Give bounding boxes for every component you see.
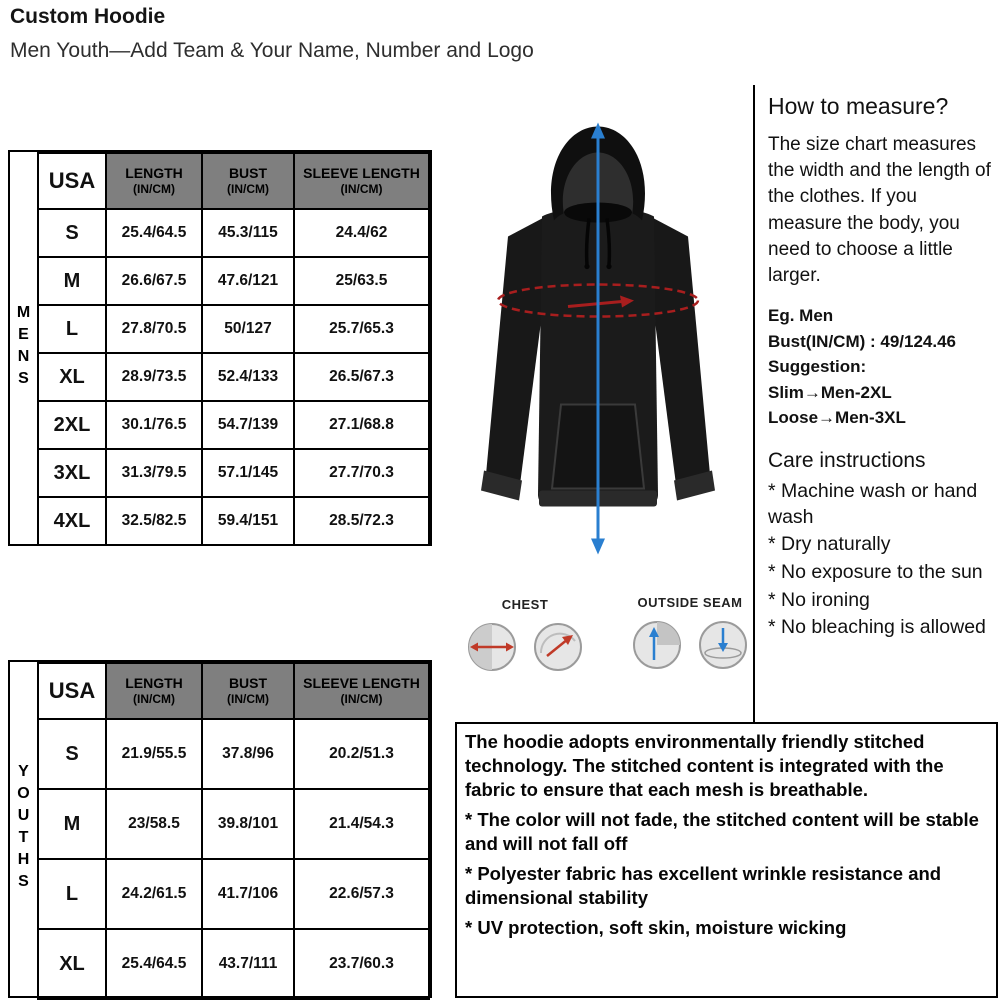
size-cell: S <box>38 719 106 789</box>
bust-cell: 47.6/121 <box>202 257 294 305</box>
chest-label: CHEST <box>501 597 549 612</box>
length-cell: 25.4/64.5 <box>106 209 202 257</box>
col-unit: (IN/CM) <box>227 692 269 707</box>
sleeve-cell: 20.2/51.3 <box>294 719 429 789</box>
table-row <box>38 305 429 353</box>
care-item: * Machine wash or hand wash <box>768 479 978 528</box>
sleeve-cell: 26.5/67.3 <box>294 353 429 401</box>
length-cell: 28.9/73.5 <box>106 353 202 401</box>
bust-cell: 59.4/151 <box>202 497 294 545</box>
sleeve-cell: 23.7/60.3 <box>294 929 429 999</box>
chest-wrap-measure-icon <box>531 620 585 674</box>
col-title: LENGTH <box>125 674 183 691</box>
care-item: * No ironing <box>768 588 870 611</box>
product-description-box <box>455 722 998 998</box>
bust-cell: 52.4/133 <box>202 353 294 401</box>
col-unit: (IN/CM) <box>133 692 175 707</box>
table-row <box>38 449 429 497</box>
col-unit: (IN/CM) <box>227 182 269 197</box>
length-cell: 32.5/82.5 <box>106 497 202 545</box>
suggestion-line: Slim→Men-2XL <box>768 382 892 402</box>
col-unit: (IN/CM) <box>340 182 383 197</box>
youths-col-length <box>106 663 202 719</box>
outside-seam-icons <box>630 618 750 672</box>
mens-origin-header: USA <box>38 153 106 209</box>
size-cell: M <box>38 789 106 859</box>
bust-cell: 39.8/101 <box>202 789 294 859</box>
care-item: * No exposure to the sun <box>768 561 983 584</box>
table-row <box>38 353 429 401</box>
suggestion-line: Bust(IN/CM) : 49/124.46 <box>768 331 956 351</box>
bust-cell: 50/127 <box>202 305 294 353</box>
col-title: SLEEVE LENGTH <box>303 164 420 181</box>
length-cell: 30.1/76.5 <box>106 401 202 449</box>
how-to-measure-panel <box>753 85 1000 722</box>
outside-seam-label: OUTSIDE SEAM <box>637 595 743 610</box>
mens-size-chart <box>8 150 432 546</box>
suggestion-line: Eg. Men <box>768 306 834 326</box>
length-cell: 26.6/67.5 <box>106 257 202 305</box>
sleeve-cell: 27.7/70.3 <box>294 449 429 497</box>
length-cell: 24.2/61.5 <box>106 859 202 929</box>
youths-size-table <box>37 662 430 1000</box>
how-to-measure-heading: How to measure? <box>768 93 949 119</box>
table-row <box>38 929 429 999</box>
drawstring-tip <box>606 264 611 269</box>
mens-side-label: MENS <box>15 304 32 392</box>
length-cell: 27.8/70.5 <box>106 305 202 353</box>
description-intro: The hoodie adopts environmentally friendly stitched technology. The stitched content is integrated with the fabric to ensure that each mesh is breathable. <box>465 731 944 801</box>
seam-fold-measure-icon <box>630 618 684 672</box>
description-bullet: * Polyester fabric has excellent wrinkle resistance and dimensional stability <box>465 863 942 909</box>
table-row <box>38 209 429 257</box>
hoodie-right-sleeve <box>652 219 710 485</box>
size-cell: 4XL <box>38 497 106 545</box>
sleeve-cell: 25/63.5 <box>294 257 429 305</box>
length-cell: 25.4/64.5 <box>106 929 202 999</box>
youths-col-bust <box>202 663 294 719</box>
care-item: * Dry naturally <box>768 533 891 556</box>
length-cell: 23/58.5 <box>106 789 202 859</box>
chest-icons <box>465 620 585 674</box>
col-title: BUST <box>228 164 268 181</box>
size-cell: M <box>38 257 106 305</box>
hoodie-drawing <box>448 86 748 591</box>
table-row <box>38 719 429 789</box>
mens-header-row <box>38 153 429 209</box>
suggestion-line: Loose→Men-3XL <box>768 408 906 428</box>
youths-origin-header: USA <box>38 663 106 719</box>
col-unit: (IN/CM) <box>133 182 175 197</box>
page-title: Custom Hoodie <box>10 5 166 28</box>
bust-cell: 45.3/115 <box>202 209 294 257</box>
size-cell: 3XL <box>38 449 106 497</box>
table-row <box>38 789 429 859</box>
bust-cell: 41.7/106 <box>202 859 294 929</box>
size-cell: XL <box>38 353 106 401</box>
sleeve-cell: 25.7/65.3 <box>294 305 429 353</box>
hoodie-illustration <box>448 86 748 591</box>
description-bullet: * The color will not fade, the stitched content will be stable and will not fall off <box>465 809 979 855</box>
length-arrowhead-bottom-icon <box>591 539 605 555</box>
length-cell: 21.9/55.5 <box>106 719 202 789</box>
page-subtitle: Men Youth—Add Team & Your Name, Number and Logo <box>10 39 534 62</box>
bust-cell: 37.8/96 <box>202 719 294 789</box>
table-row <box>38 401 429 449</box>
suggestion-line: Suggestion: <box>768 357 867 377</box>
length-cell: 31.3/79.5 <box>106 449 202 497</box>
size-cell: XL <box>38 929 106 999</box>
sleeve-cell: 21.4/54.3 <box>294 789 429 859</box>
care-instructions-list <box>768 479 994 641</box>
sleeve-cell: 27.1/68.8 <box>294 401 429 449</box>
care-item: * No bleaching is allowed <box>768 616 986 639</box>
outside-seam-measure-group <box>620 595 760 672</box>
col-title: BUST <box>228 674 268 691</box>
col-unit: (IN/CM) <box>340 692 383 707</box>
hoodie-left-sleeve <box>486 219 544 485</box>
bust-cell: 54.7/139 <box>202 401 294 449</box>
size-cell: S <box>38 209 106 257</box>
size-cell: L <box>38 859 106 929</box>
size-cell: L <box>38 305 106 353</box>
youths-col-sleeve <box>294 663 429 719</box>
mens-col-sleeve <box>294 153 429 209</box>
youths-side-label: YOUTHS <box>15 763 32 895</box>
size-cell: 2XL <box>38 401 106 449</box>
drawstring-tip <box>584 264 589 269</box>
chest-measure-group <box>455 597 595 674</box>
mens-col-bust <box>202 153 294 209</box>
youths-size-chart <box>8 660 432 998</box>
youths-header-row <box>38 663 429 719</box>
bust-cell: 43.7/111 <box>202 929 294 999</box>
care-instructions-heading: Care instructions <box>768 448 926 472</box>
table-row <box>38 859 429 929</box>
size-suggestion-block <box>768 303 994 431</box>
description-bullet: * UV protection, soft skin, moisture wicking <box>465 917 847 939</box>
sleeve-cell: 24.4/62 <box>294 209 429 257</box>
mens-col-length <box>106 153 202 209</box>
sleeve-cell: 22.6/57.3 <box>294 859 429 929</box>
bust-cell: 57.1/145 <box>202 449 294 497</box>
measure-description: The size chart measures the width and the length of the clothes. If you measure the body, you need to choose a little larger. <box>768 134 991 287</box>
seam-length-measure-icon <box>696 618 750 672</box>
table-row <box>38 497 429 545</box>
table-row <box>38 257 429 305</box>
chest-width-measure-icon <box>465 620 519 674</box>
col-title: SLEEVE LENGTH <box>303 674 420 691</box>
mens-size-table <box>37 152 430 546</box>
sleeve-cell: 28.5/72.3 <box>294 497 429 545</box>
col-title: LENGTH <box>125 164 183 181</box>
